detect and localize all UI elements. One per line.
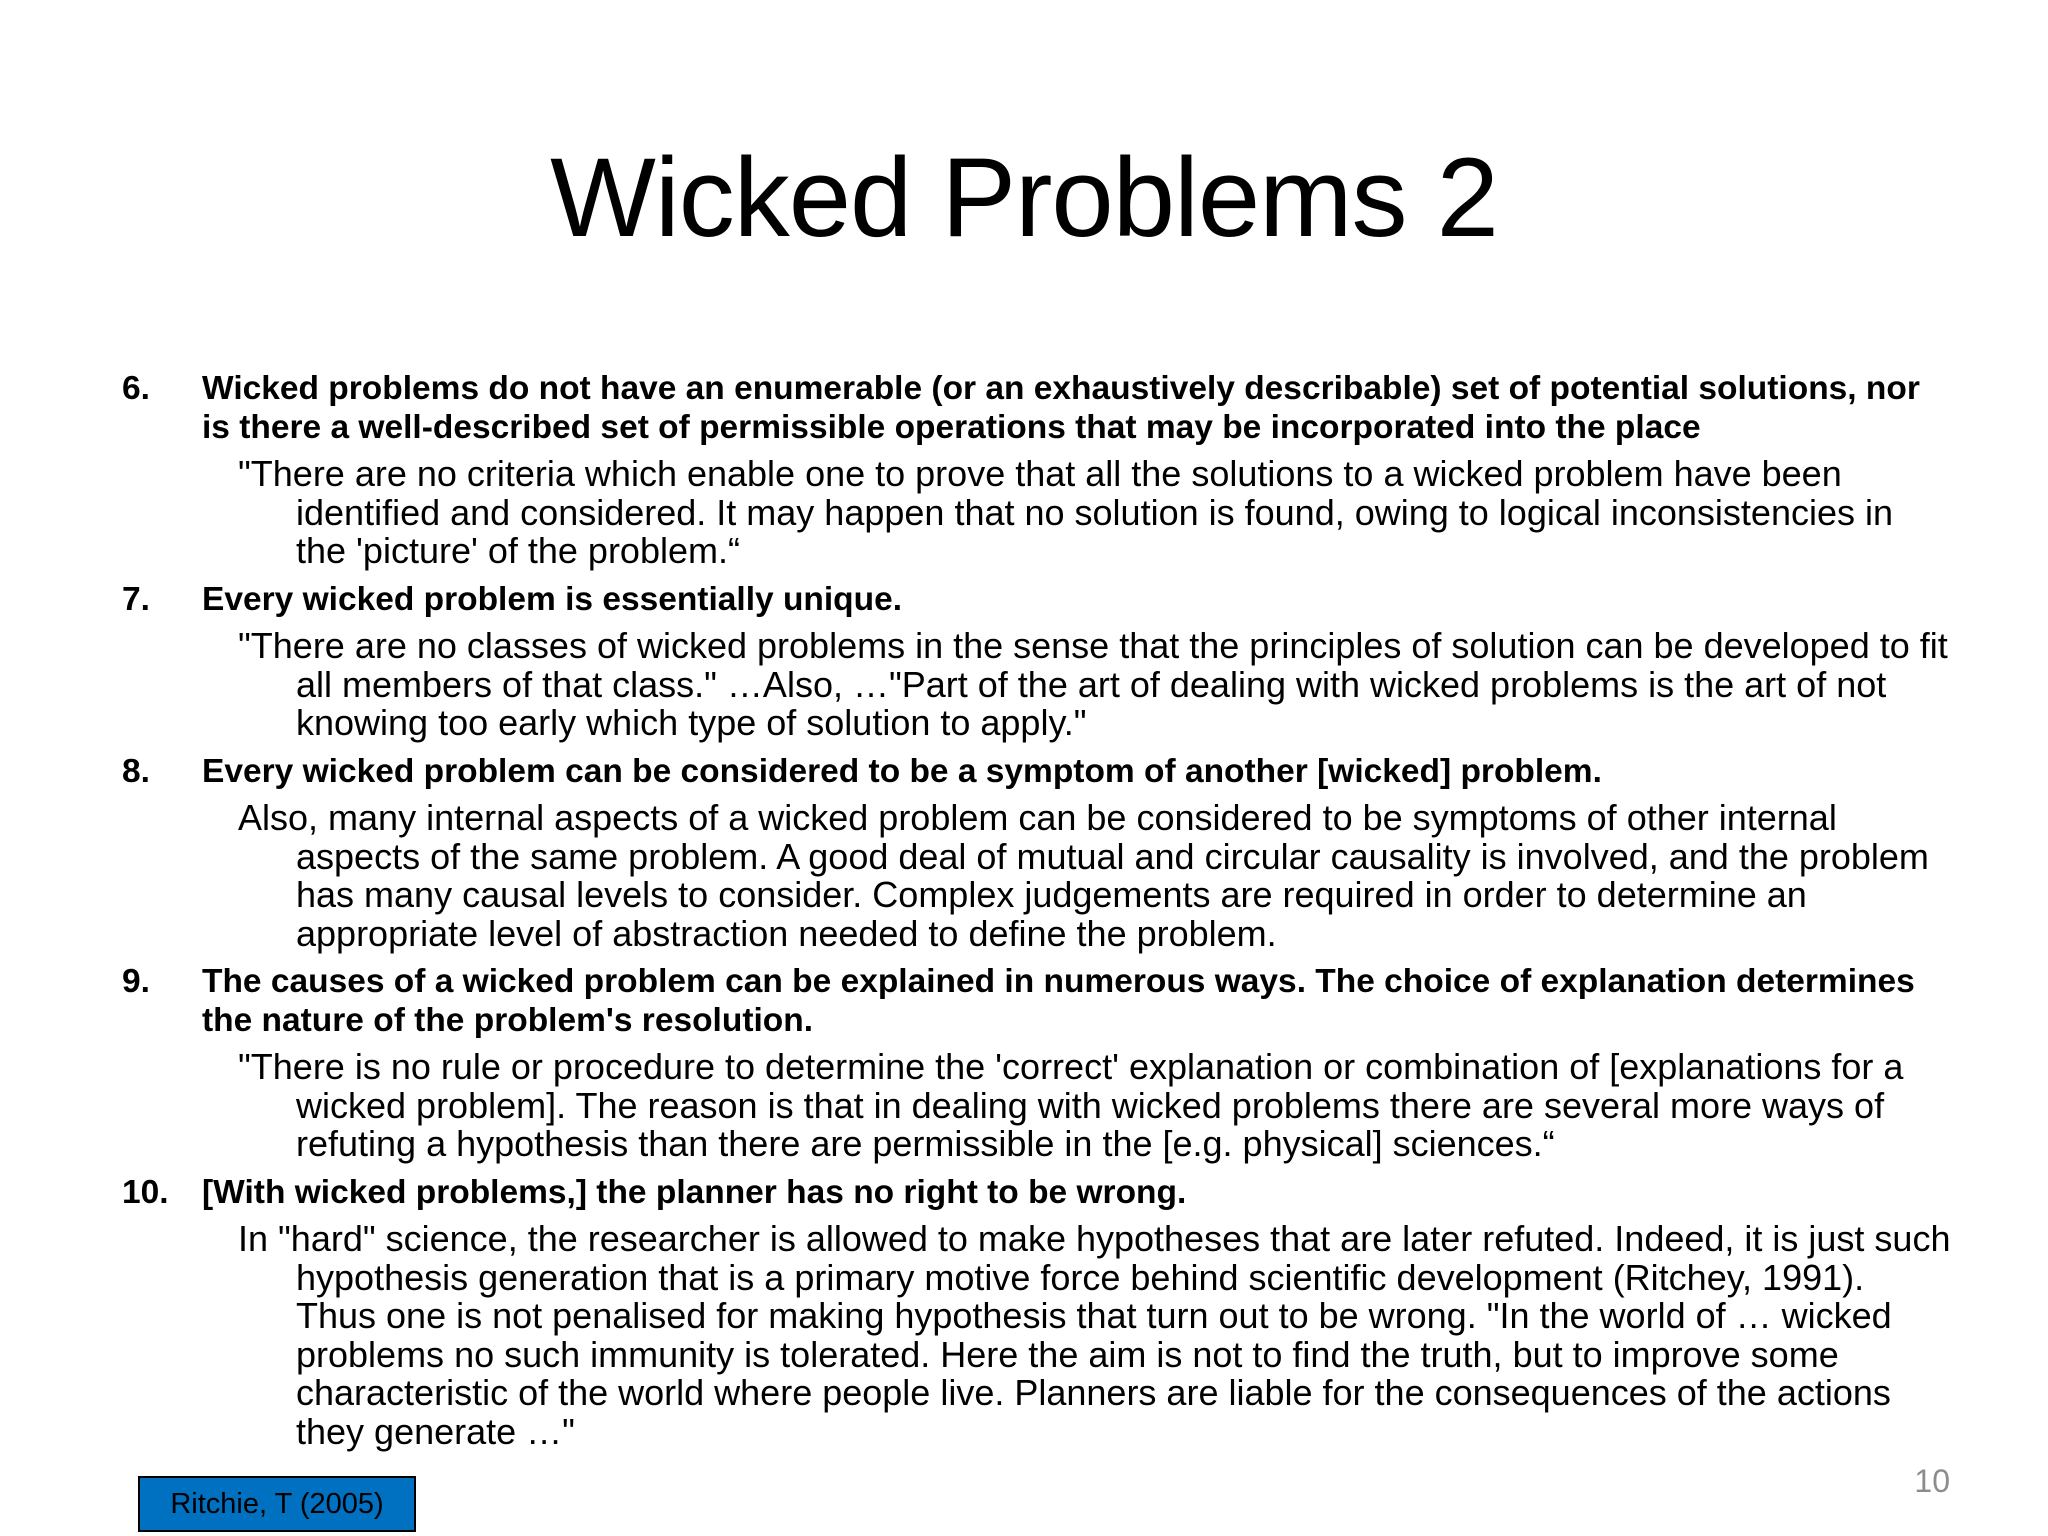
citation-box: Ritchie, T (2005): [138, 1476, 416, 1532]
list-item-6-heading: [122, 370, 1952, 447]
slide-content: [122, 370, 1952, 1461]
list-item-heading: Wicked problems do not have an enumerable (or an exhaustively describable) set of potential solutions, nor is there a well-described set of permissible operations that may be incorporated into the place: [202, 370, 1920, 446]
list-item-heading: Every wicked problem can be considered to be a symptom of another [wicked] problem.: [202, 752, 1602, 790]
list-item-heading: [With wicked problems,] the planner has no right to be wrong.: [202, 1173, 1187, 1211]
list-item-heading: The causes of a wicked problem can be explained in numerous ways. The choice of explanation determines the nature of the problem's resolution.: [202, 963, 1915, 1039]
list-item-8-quote: Also, many internal aspects of a wicked problem can be considered to be symptoms of other internal aspects of the same problem. A good deal of mutual and circular causality is involved, and the problem has many causal levels to consider. Complex judgements are required in order to determine an appropriate level of abstraction needed to define the problem.: [238, 797, 1929, 954]
list-item-7-quote: "There are no classes of wicked problems in the sense that the principles of solution can be developed to fit all members of that class." …Also, …"Part of the art of dealing with wicked problems is the art of not knowing too early which type of solution to apply.": [238, 625, 1948, 743]
list-item-number: 7.: [122, 580, 150, 618]
list-item-number: 9.: [122, 963, 150, 1000]
list-item-9-heading: [122, 963, 1952, 1040]
list-item-number: 6.: [122, 370, 150, 407]
list-item-10-heading: [122, 1174, 1952, 1213]
list-item-6-quote: "There are no criteria which enable one to prove that all the solutions to a wicked problem have been identified and considered. It may happen that no solution is found, owing to logical inconsistencies in the 'picture' of the problem.“: [238, 453, 1894, 571]
list-item-heading: Every wicked problem is essentially unique.: [202, 580, 903, 618]
list-item-8-heading: [122, 753, 1952, 792]
list-item-7-heading: [122, 581, 1952, 620]
list-item-number: 8.: [122, 752, 150, 790]
list-item-number: 10.: [122, 1173, 169, 1211]
page-number: 10: [1914, 1463, 1950, 1499]
slide-title: Wicked Problems 2: [550, 135, 1498, 260]
list-item-9-quote: "There is no rule or procedure to determine the 'correct' explanation or combination of [explanations for a wicked problem]. The reason is that in dealing with wicked problems there are several more ways of refuting a hypothesis than there are permissible in the [e.g. physical] sciences.“: [238, 1046, 1904, 1164]
list-item-10-quote: In "hard" science, the researcher is allowed to make hypotheses that are later refuted. Indeed, it is just such hypothesis generation that is a primary motive force behind scientific development (Ritchey, 1991). Thus one is not penalised for making hypothesis that turn out to be wrong. "In the world of … wicked problems no such immunity is tolerated. Here the aim is not to find the truth, but to improve some characteristic of the world where people live. Planners are liable for the consequences of the actions they generate …": [238, 1218, 1951, 1452]
